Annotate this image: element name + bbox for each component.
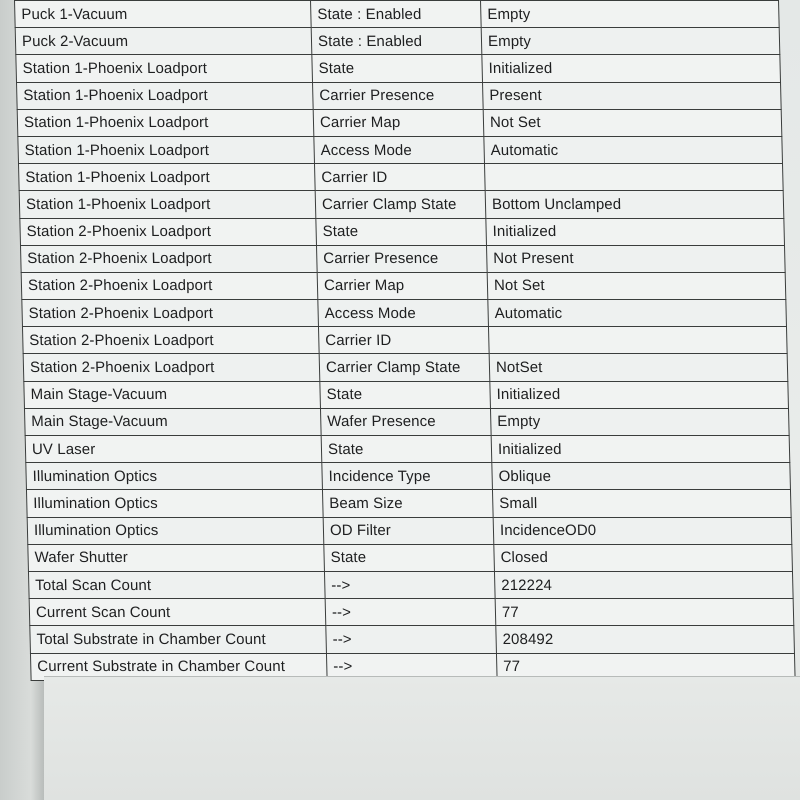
property-cell: Carrier Presence — [313, 82, 484, 109]
value-cell: Initialized — [482, 55, 781, 82]
value-cell — [484, 164, 783, 191]
component-cell: Station 1-Phoenix Loadport — [18, 164, 315, 191]
value-cell: Closed — [494, 544, 793, 571]
value-cell: Initialized — [490, 381, 789, 408]
component-cell: Station 2-Phoenix Loadport — [20, 218, 317, 245]
component-cell: Station 1-Phoenix Loadport — [17, 109, 314, 136]
component-cell: UV Laser — [25, 436, 322, 463]
component-cell: Station 1-Phoenix Loadport — [16, 55, 313, 82]
property-cell: Carrier ID — [314, 164, 485, 191]
property-cell: State — [320, 381, 491, 408]
value-cell: Small — [492, 490, 791, 517]
value-cell: Initialized — [486, 218, 785, 245]
property-cell: Incidence Type — [322, 463, 493, 490]
property-cell: State — [324, 544, 495, 571]
table-row[interactable] — [15, 1, 780, 28]
property-cell: Carrier ID — [318, 327, 489, 354]
property-cell: Carrier Presence — [316, 245, 487, 272]
value-cell: 212224 — [494, 571, 793, 598]
component-cell: Station 2-Phoenix Loadport — [22, 300, 319, 327]
value-cell: Empty — [481, 28, 780, 55]
component-cell: Station 1-Phoenix Loadport — [17, 82, 314, 109]
value-cell: Initialized — [491, 436, 790, 463]
property-cell: Carrier Map — [313, 109, 484, 136]
table-row[interactable] — [16, 55, 781, 82]
property-cell: --> — [325, 599, 496, 626]
value-cell: 77 — [496, 653, 795, 680]
value-cell: Automatic — [488, 300, 787, 327]
property-cell: State : Enabled — [311, 1, 482, 28]
component-cell: Puck 2-Vacuum — [15, 28, 312, 55]
table-row[interactable] — [17, 109, 782, 136]
value-cell: 208492 — [496, 626, 795, 653]
table-row[interactable] — [24, 408, 789, 435]
value-cell: NotSet — [489, 354, 788, 381]
table-row[interactable] — [22, 300, 787, 327]
status-table — [14, 0, 796, 681]
table-row[interactable] — [26, 490, 791, 517]
property-cell: Wafer Presence — [320, 408, 491, 435]
value-cell: Not Set — [483, 109, 782, 136]
value-cell: Present — [483, 82, 782, 109]
table-row[interactable] — [20, 218, 785, 245]
empty-panel-area — [44, 676, 800, 800]
property-cell: Carrier Clamp State — [319, 354, 490, 381]
table-row[interactable] — [23, 354, 788, 381]
component-cell: Station 1-Phoenix Loadport — [19, 191, 316, 218]
component-cell: Puck 1-Vacuum — [15, 1, 312, 28]
table-row[interactable] — [19, 191, 784, 218]
property-cell: State : Enabled — [311, 28, 482, 55]
table-row[interactable] — [29, 599, 794, 626]
property-cell: Access Mode — [314, 136, 485, 163]
table-row[interactable] — [24, 381, 789, 408]
value-cell: Bottom Unclamped — [485, 191, 784, 218]
value-cell: 77 — [495, 599, 794, 626]
component-cell: Main Stage-Vacuum — [24, 381, 321, 408]
value-cell: Empty — [490, 408, 789, 435]
table-row[interactable] — [28, 571, 793, 598]
table-row[interactable] — [17, 82, 782, 109]
component-cell: Station 2-Phoenix Loadport — [21, 272, 318, 299]
table-row[interactable] — [20, 245, 785, 272]
property-cell: --> — [326, 653, 497, 680]
table-row[interactable] — [18, 164, 783, 191]
component-cell: Station 2-Phoenix Loadport — [20, 245, 317, 272]
component-cell: Total Substrate in Chamber Count — [30, 626, 327, 653]
component-cell: Main Stage-Vacuum — [24, 408, 321, 435]
table-row[interactable] — [27, 517, 792, 544]
component-cell: Current Substrate in Chamber Count — [30, 653, 327, 680]
component-cell: Station 2-Phoenix Loadport — [23, 354, 320, 381]
table-row[interactable] — [18, 136, 783, 163]
property-cell: State — [316, 218, 487, 245]
table-row[interactable] — [15, 28, 780, 55]
property-cell: --> — [324, 571, 495, 598]
table-row[interactable] — [26, 463, 791, 490]
component-cell: Station 1-Phoenix Loadport — [18, 136, 315, 163]
property-cell: Access Mode — [318, 300, 489, 327]
value-cell: Oblique — [492, 463, 791, 490]
value-cell: Not Present — [486, 245, 785, 272]
value-cell: Automatic — [484, 136, 783, 163]
property-cell: State — [312, 55, 483, 82]
table-row[interactable] — [25, 436, 790, 463]
property-cell: OD Filter — [323, 517, 494, 544]
table-row[interactable] — [22, 327, 787, 354]
property-cell: --> — [326, 626, 497, 653]
component-cell: Current Scan Count — [29, 599, 326, 626]
property-cell: Carrier Map — [317, 272, 488, 299]
component-cell: Illumination Optics — [26, 463, 323, 490]
component-cell: Wafer Shutter — [28, 544, 325, 571]
value-cell: Empty — [481, 1, 780, 28]
table-row[interactable] — [30, 626, 795, 653]
property-cell: Carrier Clamp State — [315, 191, 486, 218]
value-cell — [488, 327, 787, 354]
property-cell: State — [321, 436, 492, 463]
component-cell: Station 2-Phoenix Loadport — [22, 327, 319, 354]
property-cell: Beam Size — [322, 490, 493, 517]
value-cell: Not Set — [487, 272, 786, 299]
status-table-container — [14, 0, 797, 681]
component-cell: Illumination Optics — [27, 517, 324, 544]
table-row[interactable] — [21, 272, 786, 299]
table-row[interactable] — [28, 544, 793, 571]
component-cell: Total Scan Count — [28, 571, 325, 598]
value-cell: IncidenceOD0 — [493, 517, 792, 544]
component-cell: Illumination Optics — [26, 490, 323, 517]
